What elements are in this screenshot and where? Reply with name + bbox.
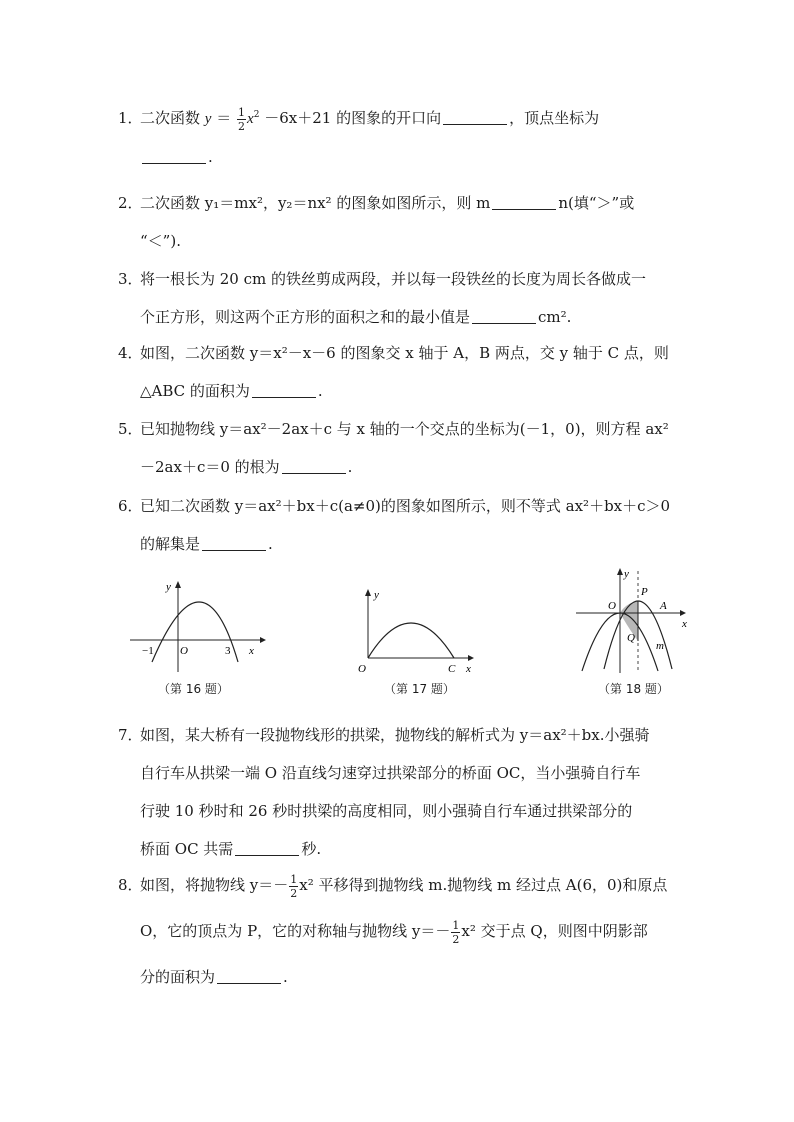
- q3-line1: 将一根长为 20 cm 的铁丝剪成两段，并以每一段铁丝的长度为周长各做成一: [140, 270, 647, 288]
- q1-mid: －6x＋21: [264, 109, 332, 127]
- curve-m-label: m: [656, 640, 664, 652]
- q4-line1: 如图，二次函数 y＝x²－x－6 的图象交 x 轴于 A，B 两点，交 y 轴于 C 点，则: [140, 344, 669, 362]
- q1-var-x: x: [247, 111, 254, 127]
- question-number: 4．: [118, 344, 143, 362]
- q8-fraction: [289, 873, 298, 900]
- q1-line2: [118, 138, 678, 176]
- q7-line3: 行驶 10 秒时和 26 秒时拱梁的高度相同，则小强骑自行车通过拱梁部分的: [140, 802, 633, 820]
- question-number: 6．: [118, 497, 143, 515]
- figure-16-caption: （第 16 题）: [158, 682, 229, 696]
- question-number: 3．: [118, 270, 143, 288]
- q4-line2a: △ABC 的面积为: [140, 382, 250, 400]
- q4-line2: [118, 372, 678, 410]
- q7-line4b: 秒.: [301, 840, 322, 858]
- q1-sup: 2: [253, 110, 260, 120]
- q8-line3a: 分的面积为: [140, 968, 216, 986]
- q8-frac2-den: 2: [452, 932, 460, 946]
- question-7: [118, 716, 678, 868]
- q8-line2b: x² 交于点 Q，则图中阴影部: [461, 922, 648, 940]
- q1-text-pre: 二次函数: [140, 109, 201, 127]
- q6-line1: 已知二次函数 y＝ax²＋bx＋c(a≠0)的图象如图所示，则不等式 ax²＋bx＋c＞0: [140, 497, 671, 515]
- origin-label: O: [180, 645, 188, 657]
- q2-line1: 二次函数 y₁＝mx²，y₂＝nx² 的图象如图所示，则 m: [140, 194, 491, 212]
- point-c-label: C: [448, 663, 456, 675]
- q8-frac2-num: 1: [452, 918, 460, 932]
- q6-line2a: 的解集是: [140, 535, 201, 553]
- y-axis-arrow: [175, 581, 181, 588]
- q1-end: .: [208, 148, 213, 166]
- point-a-label: A: [660, 600, 667, 612]
- answer-blank[interactable]: [142, 149, 206, 164]
- y-label: y: [374, 589, 379, 601]
- q8-line3: [118, 954, 678, 1000]
- q5-line2a: －2ax＋c＝0 的根为: [140, 458, 280, 476]
- question-number: 5．: [118, 420, 143, 438]
- point-q-label: Q: [627, 632, 635, 644]
- origin-label: O: [358, 663, 366, 675]
- q7-line1: 如图，某大桥有一段抛物线形的拱梁，抛物线的解析式为 y＝ax²＋bx.小强骑: [140, 726, 650, 744]
- x-axis-arrow: [468, 655, 474, 661]
- x-label: x: [249, 645, 254, 657]
- point-p-label: P: [641, 586, 648, 598]
- answer-blank[interactable]: [282, 459, 346, 474]
- question-number: 2．: [118, 194, 143, 212]
- y-axis-arrow: [365, 589, 371, 596]
- question-5: [118, 410, 678, 486]
- q5-line1: 已知抛物线 y＝ax²－2ax＋c 与 x 轴的一个交点的坐标为(－1，0)，则方程 ax²: [140, 420, 669, 438]
- q3-line2b: cm².: [538, 308, 572, 326]
- arch-curve: [368, 623, 454, 658]
- q1-post: 的图象的开口向: [336, 109, 442, 127]
- answer-blank[interactable]: [443, 110, 507, 125]
- q5-line2: [118, 448, 678, 486]
- x-axis-arrow: [260, 637, 266, 643]
- q1-var-y: y: [204, 111, 212, 127]
- q7-line2: 自行车从拱梁一端 O 沿直线匀速穿过拱梁部分的桥面 OC，当小强骑自行车: [140, 764, 641, 782]
- q8-frac-den: 2: [290, 886, 298, 900]
- question-1: [118, 96, 678, 176]
- q8-frac-num: 1: [290, 872, 298, 886]
- q6-line2: [118, 525, 678, 563]
- figure-17-caption: （第 17 题）: [384, 682, 455, 696]
- q3-line2: [118, 298, 678, 336]
- q2-line2: “＜”).: [140, 232, 181, 250]
- q1-frac-num: 1: [238, 105, 246, 119]
- q8-line3b: .: [283, 968, 288, 986]
- y-axis-arrow: [617, 568, 623, 575]
- question-6: [118, 487, 678, 563]
- q5-line2b: .: [347, 458, 353, 476]
- q1-post2: ，顶点坐标为: [509, 109, 600, 127]
- answer-blank[interactable]: [202, 536, 266, 551]
- question-number: 8．: [118, 876, 143, 894]
- q1-fraction: [237, 106, 246, 133]
- question-4: [118, 334, 678, 410]
- q8-line1b: x² 平移得到抛物线 m.抛物线 m 经过点 A(6，0)和原点: [299, 876, 668, 894]
- answer-blank[interactable]: [235, 841, 299, 856]
- question-3: [118, 260, 678, 336]
- question-number: 7．: [118, 726, 143, 744]
- x-label: x: [682, 618, 687, 630]
- q4-line2b: .: [317, 382, 323, 400]
- question-2: [118, 184, 678, 260]
- figure-18-caption: （第 18 题）: [598, 682, 669, 696]
- q7-line4a: 桥面 OC 共需: [140, 840, 234, 858]
- tick-label-neg1: −1: [142, 645, 154, 657]
- q8-fraction-2: [451, 919, 460, 946]
- q1-eq: ＝: [216, 109, 232, 127]
- q2-line1b: n(填“＞”或: [558, 194, 635, 212]
- answer-blank[interactable]: [472, 309, 536, 324]
- figure-18: [574, 565, 698, 677]
- figure-17: [354, 586, 478, 676]
- q8-line2: [118, 908, 678, 954]
- origin-label: O: [608, 600, 616, 612]
- q6-line2b: .: [268, 535, 273, 553]
- y-label: y: [166, 581, 171, 593]
- question-number: 1．: [118, 109, 143, 127]
- q1-frac-den: 2: [238, 119, 246, 133]
- q8-line2a: O，它的顶点为 P，它的对称轴与抛物线 y＝－: [140, 922, 451, 940]
- answer-blank[interactable]: [492, 195, 556, 210]
- y-label: y: [624, 568, 629, 580]
- x-label: x: [466, 663, 471, 675]
- tick-label-3: 3: [225, 645, 231, 657]
- q3-line2a: 个正方形，则这两个正方形的面积之和的最小值是: [140, 308, 471, 326]
- answer-blank[interactable]: [252, 383, 316, 398]
- question-8: [118, 862, 678, 1000]
- figure-16: [128, 576, 268, 674]
- x-axis-arrow: [680, 610, 686, 616]
- q8-line1a: 如图，将抛物线 y＝－: [140, 876, 289, 894]
- answer-blank[interactable]: [217, 969, 281, 984]
